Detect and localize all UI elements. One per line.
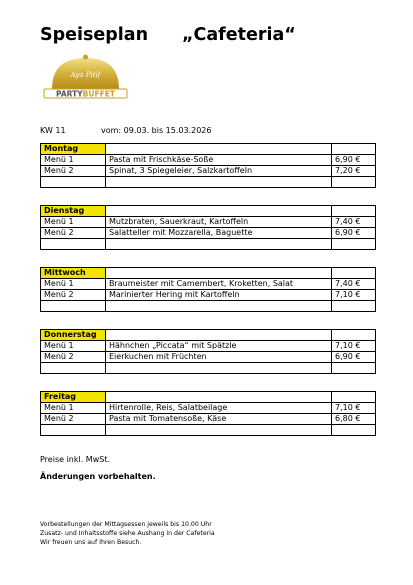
menu-label: Menü 2 <box>41 166 106 177</box>
day-name: Mittwoch <box>41 268 106 279</box>
menu-label: Menü 2 <box>41 290 106 301</box>
day-table-dienstag <box>40 205 376 250</box>
day-table-freitag <box>40 391 376 436</box>
dish-name: Hirtenrolle, Reis, Salatbeilage <box>106 403 332 414</box>
partybuffet-logo <box>38 53 133 103</box>
dish-name: Pasta mit Tomatensoße, Käse <box>106 414 332 425</box>
day-header-row <box>41 144 376 155</box>
day-header-row <box>41 392 376 403</box>
footer-line: Wir freuen uns auf Ihren Besuch. <box>40 539 142 546</box>
dish-price: 6,80 € <box>332 414 376 425</box>
menu-label: Menü 2 <box>41 228 106 239</box>
table-row <box>41 352 376 363</box>
week-line <box>40 126 211 135</box>
dish-name: Hähnchen „Piccata“ mit Spätzle <box>106 341 332 352</box>
menu-label: Menü 1 <box>41 155 106 166</box>
dish-name: Marinierter Hering mit Kartoffeln <box>106 290 332 301</box>
footer-line: Zusatz- und Inhaltsstoffe siehe Aushang in der Cafeteria <box>40 530 215 537</box>
day-header-row <box>41 206 376 217</box>
day-table-donnerstag <box>40 329 376 374</box>
dish-price: 6,90 € <box>332 228 376 239</box>
menu-label: Menü 2 <box>41 414 106 425</box>
dish-name: Eierkuchen mit Früchten <box>106 352 332 363</box>
price-note: Preise inkl. MwSt. <box>40 455 111 464</box>
dish-price: 7,10 € <box>332 403 376 414</box>
day-header-row <box>41 268 376 279</box>
day-header-row <box>41 330 376 341</box>
empty-row <box>41 239 376 250</box>
table-row <box>41 414 376 425</box>
svg-text:PARTYBUFFET: PARTYBUFFET <box>56 89 115 99</box>
empty-row <box>41 363 376 374</box>
table-row <box>41 228 376 239</box>
footer-line: Vorbestellungen der Mittagsessen jeweils bis 10.00 Uhr <box>40 521 212 528</box>
table-row <box>41 341 376 352</box>
menu-label: Menü 1 <box>41 341 106 352</box>
table-row <box>41 217 376 228</box>
day-name: Dienstag <box>41 206 106 217</box>
svg-text:Aya Pitif: Aya Pitif <box>70 71 101 79</box>
day-name: Montag <box>41 144 106 155</box>
dish-price: 7,20 € <box>332 166 376 177</box>
subtitle-text: „Cafeteria“ <box>182 25 296 45</box>
dish-price: 7,10 € <box>332 290 376 301</box>
empty-row <box>41 301 376 312</box>
day-name: Freitag <box>41 392 106 403</box>
menu-label: Menü 1 <box>41 403 106 414</box>
menu-label: Menü 1 <box>41 217 106 228</box>
menu-label: Menü 1 <box>41 279 106 290</box>
dish-price: 6,90 € <box>332 155 376 166</box>
dish-name: Mutzbraten, Sauerkraut, Kartoffeln <box>106 217 332 228</box>
week-number: KW 11 <box>40 126 66 135</box>
dish-price: 7,10 € <box>332 341 376 352</box>
empty-row <box>41 425 376 436</box>
week-range: vom: 09.03. bis 15.03.2026 <box>101 126 212 135</box>
title-text: Speiseplan <box>40 25 149 45</box>
day-name: Donnerstag <box>41 330 106 341</box>
dish-price: 7,40 € <box>332 217 376 228</box>
page-title <box>40 25 296 45</box>
changes-note: Änderungen vorbehalten. <box>40 472 156 481</box>
table-row <box>41 290 376 301</box>
day-table-mittwoch <box>40 267 376 312</box>
table-row <box>41 155 376 166</box>
table-row <box>41 279 376 290</box>
dish-name: Braumeister mit Camembert, Kroketten, Salat <box>106 279 332 290</box>
dish-name: Pasta mit Frischkäse-Soße <box>106 155 332 166</box>
footer-notes <box>40 520 215 547</box>
dish-price: 7,40 € <box>332 279 376 290</box>
menu-label: Menü 2 <box>41 352 106 363</box>
table-row <box>41 403 376 414</box>
dish-name: Spinat, 3 Spiegeleier, Salzkartoffeln <box>106 166 332 177</box>
dish-price: 6,90 € <box>332 352 376 363</box>
dish-name: Salatteller mit Mozzarella, Baguette <box>106 228 332 239</box>
day-table-montag <box>40 143 376 188</box>
empty-row <box>41 177 376 188</box>
table-row <box>41 166 376 177</box>
